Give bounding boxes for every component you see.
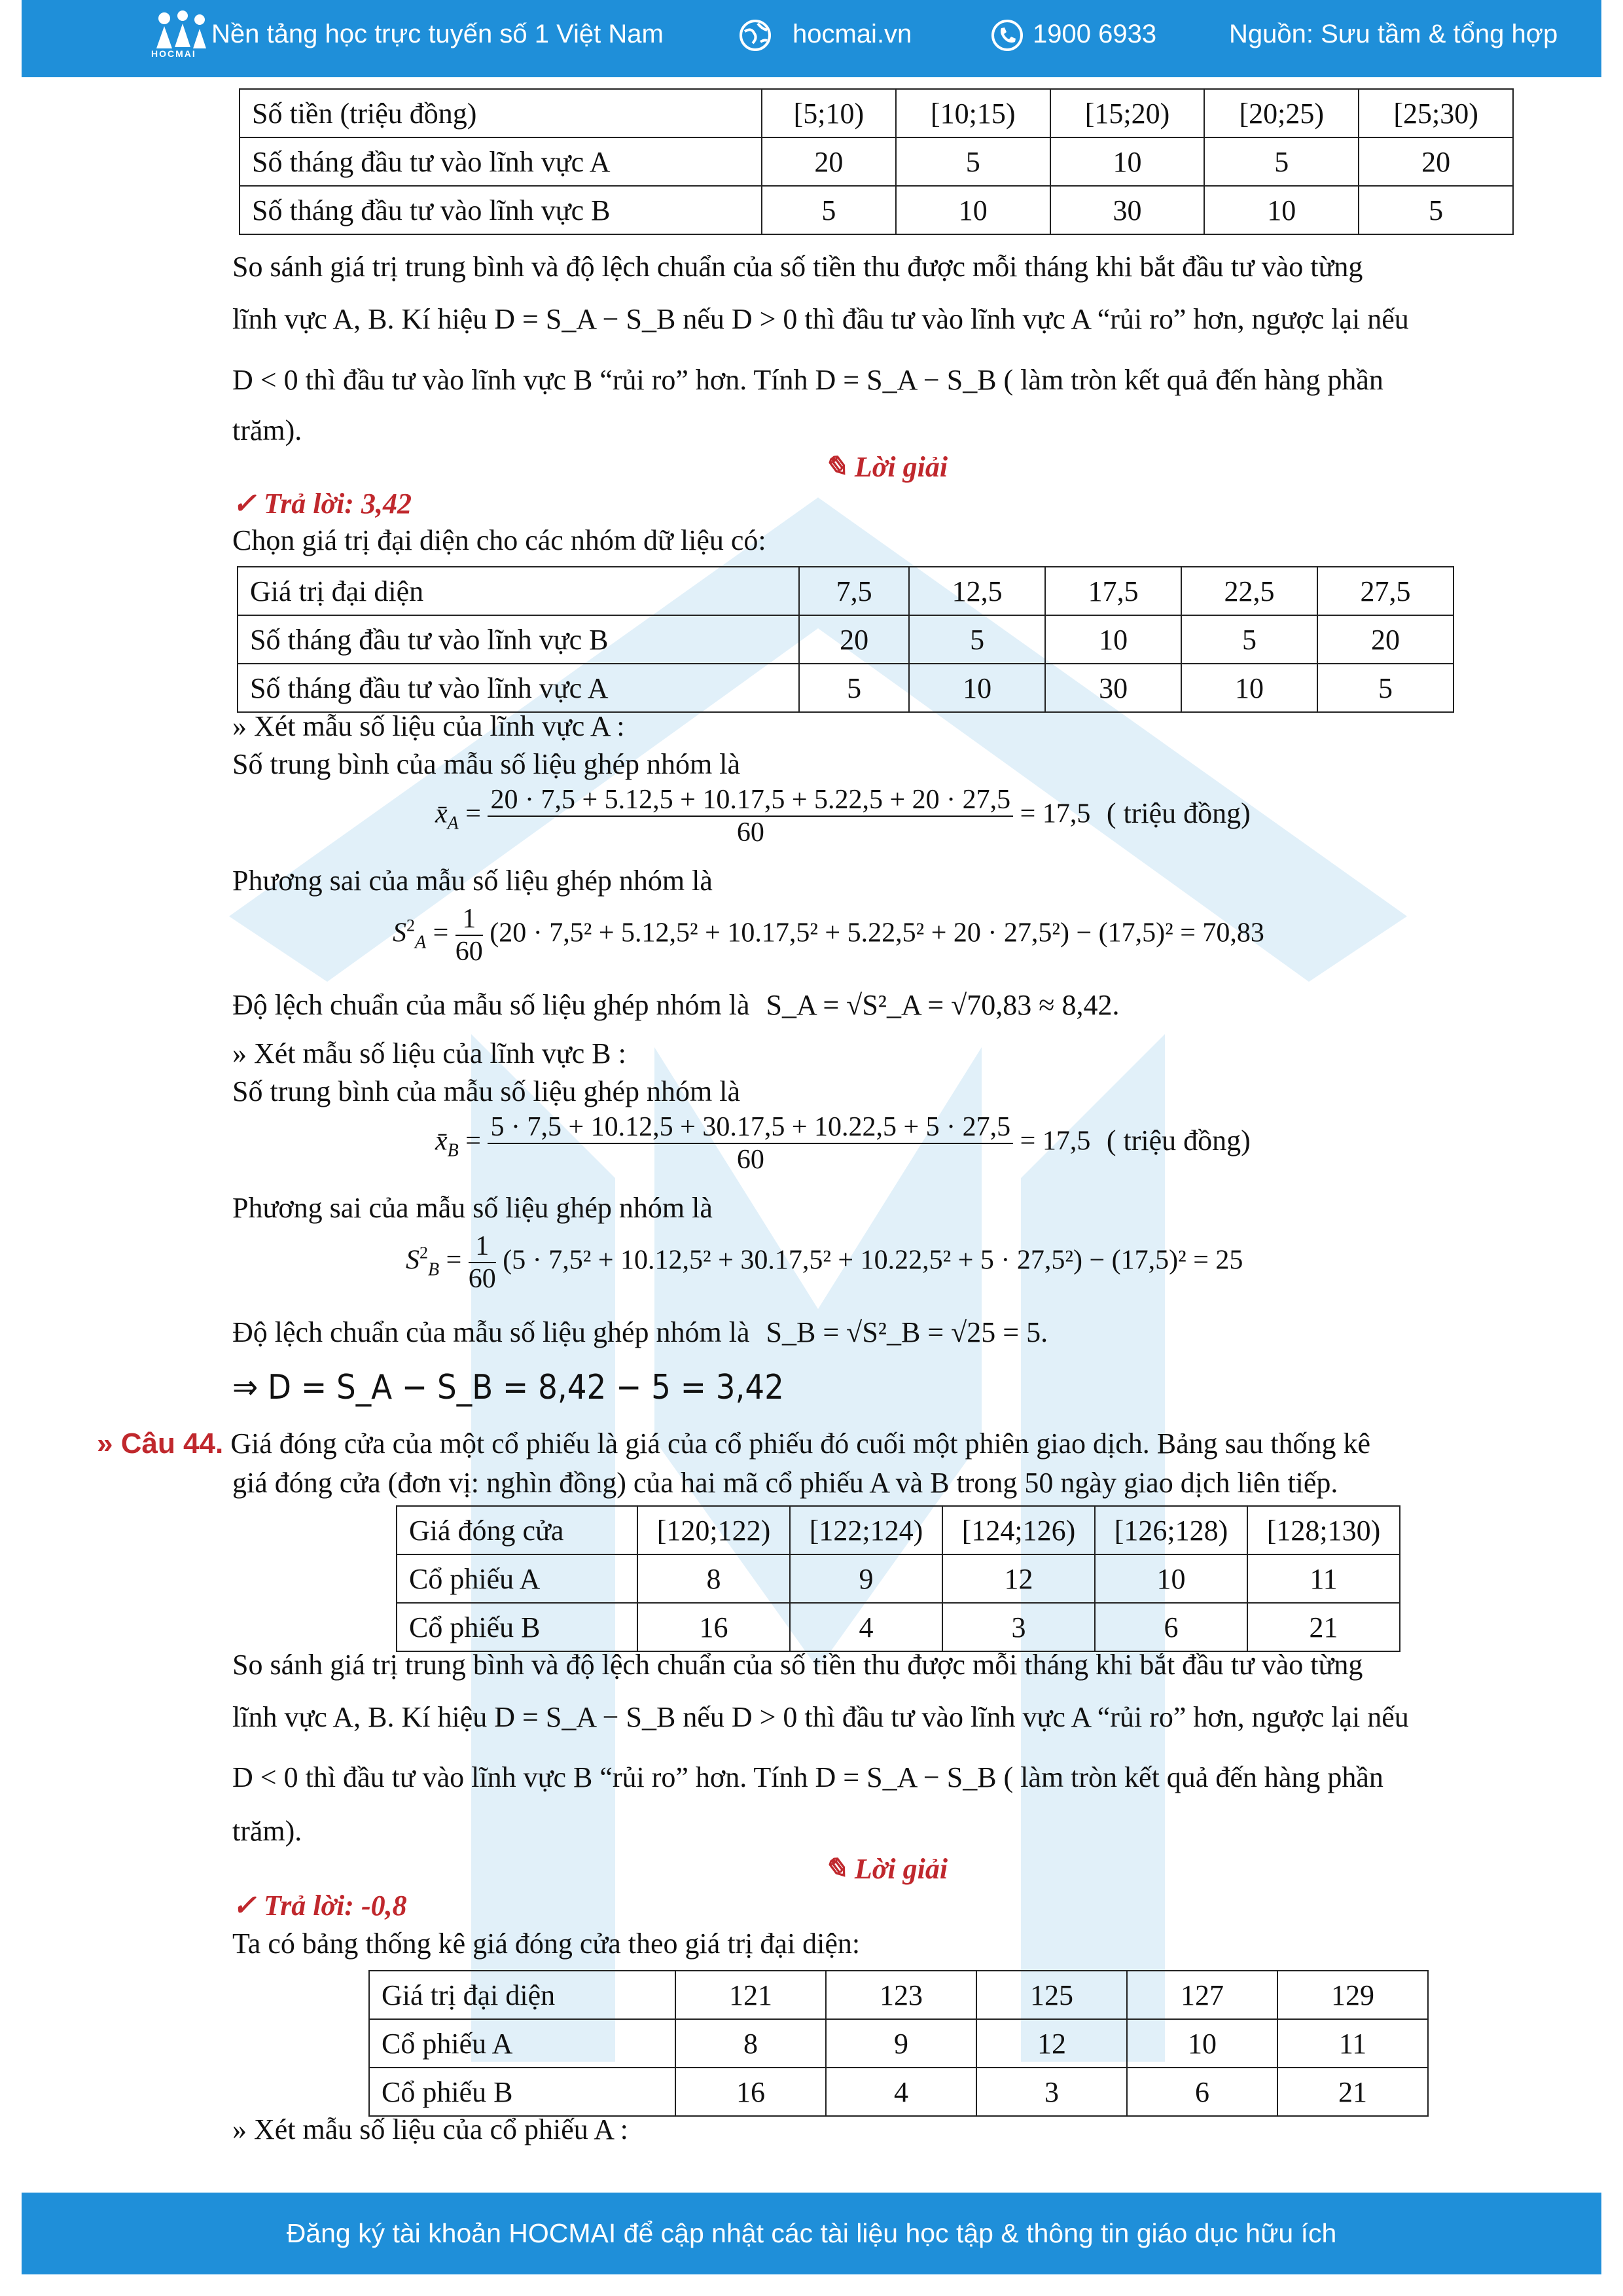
top-banner [22, 0, 1601, 77]
table-header-cell: Số tiền (triệu đồng) [240, 89, 762, 137]
table-cell: 10 [1050, 137, 1205, 186]
table-cell: 9 [790, 1554, 942, 1603]
table-cell: Số tháng đầu tư vào lĩnh vực B [238, 615, 799, 664]
section-heading: » Xét mẫu số liệu của lĩnh vực B : [232, 1037, 626, 1069]
table-cell: 10 [1204, 186, 1359, 234]
table-cell: 10 [1045, 615, 1181, 664]
table-cell: 10 [896, 186, 1050, 234]
table-header-cell: 121 [675, 1971, 826, 2019]
q43-conclusion: ⇒ D = S_A − S_B = 8,42 − 5 = 3,42 [232, 1368, 784, 1407]
table-header-cell: Giá trị đại diện [369, 1971, 675, 2019]
table-cell: 20 [762, 137, 896, 186]
phone-icon [990, 18, 1024, 52]
hocmai-logo-icon [145, 9, 217, 68]
table-cell: 5 [1317, 664, 1454, 712]
table-cell: 12 [942, 1554, 1095, 1603]
table-cell: 10 [1181, 664, 1317, 712]
table-header-cell: Giá đóng cửa [397, 1506, 637, 1554]
table-cell: 5 [896, 137, 1050, 186]
q43-representative-table [237, 566, 1454, 713]
q44-prompt-line: trăm). [232, 1815, 302, 1847]
table-cell: 4 [790, 1603, 942, 1651]
unit-label: ( triệu đồng) [1106, 797, 1251, 829]
table-cell: 5 [1359, 186, 1513, 234]
table-cell: Cổ phiếu B [369, 2068, 675, 2116]
mean-denominator: 60 [736, 817, 764, 848]
table-cell: 4 [826, 2068, 976, 2116]
q44-prompt-line: D < 0 thì đầu tư vào lĩnh vực B “rủi ro” hơn. Tính D = S_A − S_B ( làm tròn kết quả đến hàng phần [232, 1761, 1383, 1793]
table-cell: Số tháng đầu tư vào lĩnh vực B [240, 186, 762, 234]
table-cell: 10 [1095, 1554, 1247, 1603]
checkmark-icon: ✓ [232, 1890, 264, 1922]
q44-answer: ✓ Trả lời: -0,8 [232, 1890, 407, 1922]
question-label: » Câu 44. [97, 1427, 224, 1460]
bottom-banner[interactable] [22, 2193, 1601, 2274]
table-row [240, 137, 1513, 186]
table-cell: 30 [1045, 664, 1181, 712]
q44-prompt-line: So sánh giá trị trung bình và độ lệch chuẩn của số tiền thu được mỗi tháng khi bắt đầu tư vào từng [232, 1649, 1363, 1681]
q44-data-table [396, 1505, 1400, 1652]
table-cell: 10 [1127, 2019, 1277, 2068]
mean-intro: Số trung bình của mẫu số liệu ghép nhóm là [232, 748, 740, 780]
table-cell: 5 [1204, 137, 1359, 186]
table-header-cell: 129 [1277, 1971, 1428, 2019]
mean-intro: Số trung bình của mẫu số liệu ghép nhóm là [232, 1075, 740, 1107]
q43-rep-intro: Chọn giá trị đại diện cho các nhóm dữ liệu có: [232, 524, 766, 556]
table-header-cell: [20;25) [1204, 89, 1359, 137]
table-row [240, 89, 1513, 137]
table-cell: 5 [1181, 615, 1317, 664]
q43-prompt-line: trăm). [232, 414, 302, 446]
sd-b-line: Độ lệch chuẩn của mẫu số liệu ghép nhóm là S_B = √S²_B = √25 = 5. [232, 1316, 1048, 1348]
table-cell: 6 [1127, 2068, 1277, 2116]
table-header-cell: 7,5 [799, 567, 909, 615]
table-cell: Cổ phiếu A [369, 2019, 675, 2068]
mean-b-formula: $x̄_B$ = $\frac{5 \cdot 7,5 + 10.12,5 + 30.17,5 + 10.22,5 + 5 \cdot 27,5}{60}$ = 17,5 ( triệu đồng) [435, 1112, 1251, 1175]
table-header-cell: [5;10) [762, 89, 896, 137]
footer-text: Đăng ký tài khoản HOCMAI để cập nhật các tài liệu học tập & thông tin giáo dục hữu ích [286, 2218, 1337, 2248]
table-row [369, 2019, 1428, 2068]
table-header-cell: 127 [1127, 1971, 1277, 2019]
table-cell: 3 [942, 1603, 1095, 1651]
table-cell: 16 [675, 2068, 826, 2116]
table-header-cell: [25;30) [1359, 89, 1513, 137]
table-cell: 5 [909, 615, 1045, 664]
globe-icon [738, 18, 772, 52]
table-cell: 16 [637, 1603, 790, 1651]
q44-rep-intro: Ta có bảng thống kê giá đóng cửa theo giá trị đại diện: [232, 1928, 861, 1960]
mean-a-result: = 17,5 [1020, 798, 1091, 829]
q44-solution-title: ✎ Lời giải [823, 1853, 948, 1885]
table-header-cell: 22,5 [1181, 567, 1317, 615]
table-row [238, 567, 1454, 615]
table-cell: 12 [976, 2019, 1127, 2068]
q43-prompt-line: D < 0 thì đầu tư vào lĩnh vực B “rủi ro” hơn. Tính D = S_A − S_B ( làm tròn kết quả đến hàng phần [232, 364, 1383, 396]
header-tagline: Nền tảng học trực tuyến số 1 Việt Nam [211, 20, 664, 48]
table-row [397, 1506, 1400, 1554]
table-cell: Cổ phiếu B [397, 1603, 637, 1651]
var-a-formula: $S^2_A$ = $\frac{1}{60}$ (20 · 7,5² + 5.12,5² + 10.17,5² + 5.22,5² + 20 · 27,5²) − (17,5)² = 70,83 [393, 904, 1264, 967]
table-cell: Cổ phiếu A [397, 1554, 637, 1603]
q44-text-line: » Câu 44. Giá đóng cửa của một cổ phiếu là giá của cổ phiếu đó cuối một phiên giao dịch. Bảng sau thống kê [97, 1427, 1371, 1460]
table-header-cell: [15;20) [1050, 89, 1205, 137]
sd-b-expression: S_B = √S²_B = √25 = 5. [766, 1316, 1048, 1348]
header-website[interactable]: hocmai.vn [793, 20, 912, 48]
table-cell: 10 [909, 664, 1045, 712]
table-cell: 11 [1247, 1554, 1400, 1603]
table-row [238, 664, 1454, 712]
table-header-cell: Giá trị đại diện [238, 567, 799, 615]
var-b-expression: (5 · 7,5² + 10.12,5² + 30.17,5² + 10.22,5² + 5 · 27,5²) − (17,5)² = 25 [503, 1245, 1243, 1276]
table-header-cell: 27,5 [1317, 567, 1454, 615]
table-header-cell: [128;130) [1247, 1506, 1400, 1554]
sd-a-expression: S_A = √S²_A = √70,83 ≈ 8,42. [766, 989, 1120, 1021]
mean-b-numerator: 5 · 7,5 + 10.12,5 + 30.17,5 + 10.22,5 + 5 · 27,5 [488, 1111, 1013, 1144]
q43-prompt-line: So sánh giá trị trung bình và độ lệch chuẩn của số tiền thu được mỗi tháng khi bắt đầu tư vào từng [232, 251, 1363, 283]
table-row [238, 615, 1454, 664]
var-a-expression: (20 · 7,5² + 5.12,5² + 10.17,5² + 5.22,5² + 20 · 27,5²) − (17,5)² = 70,83 [490, 918, 1264, 948]
table-cell: 5 [762, 186, 896, 234]
table-cell: 30 [1050, 186, 1205, 234]
table-cell: 20 [1359, 137, 1513, 186]
table-header-cell: 123 [826, 1971, 976, 2019]
var-intro: Phương sai của mẫu số liệu ghép nhóm là [232, 865, 713, 897]
table-cell: 8 [637, 1554, 790, 1603]
table-cell: Số tháng đầu tư vào lĩnh vực A [238, 664, 799, 712]
table-cell: 21 [1277, 2068, 1428, 2116]
table-cell: 21 [1247, 1603, 1400, 1651]
table-header-cell: [10;15) [896, 89, 1050, 137]
table-header-cell: 17,5 [1045, 567, 1181, 615]
mean-a-numerator: 20 · 7,5 + 5.12,5 + 10.17,5 + 5.22,5 + 20 · 27,5 [488, 784, 1013, 817]
sd-a-line: Độ lệch chuẩn của mẫu số liệu ghép nhóm là S_A = √S²_A = √70,83 ≈ 8,42. [232, 989, 1120, 1021]
mean-a-formula: $x̄_A$ = $\frac{20 \cdot 7,5 + 5.12,5 + 10.17,5 + 5.22,5 + 20 \cdot 27,5}{60}$ = 17,5 ( triệu đồng) [435, 785, 1251, 848]
table-header-cell: [120;122) [637, 1506, 790, 1554]
table-cell: 20 [1317, 615, 1454, 664]
table-cell: 11 [1277, 2019, 1428, 2068]
table-cell: 3 [976, 2068, 1127, 2116]
q43-prompt-line: lĩnh vực A, B. Kí hiệu D = S_A − S_B nếu D > 0 thì đầu tư vào lĩnh vực A “rủi ro” hơn, ngược lại nếu [232, 303, 1409, 335]
table-header-cell: 12,5 [909, 567, 1045, 615]
var-b-formula: $S^2_B$ = $\frac{1}{60}$ (5 · 7,5² + 10.12,5² + 30.17,5² + 10.22,5² + 5 · 27,5²) − (17,5)² = 25 [406, 1231, 1243, 1294]
header-source: Nguồn: Sưu tầm & tổng hợp [1229, 20, 1558, 48]
table-header-cell: [124;126) [942, 1506, 1095, 1554]
mean-denominator: 60 [736, 1145, 764, 1175]
section-heading: » Xét mẫu số liệu của cổ phiếu A : [232, 2113, 628, 2145]
table-row [369, 1971, 1428, 2019]
pencil-icon: ✎ [823, 451, 855, 483]
q43-solution-title: ✎ Lời giải [823, 451, 948, 483]
mean-b-result: = 17,5 [1020, 1126, 1091, 1157]
table-cell: 9 [826, 2019, 976, 2068]
pencil-icon: ✎ [823, 1853, 855, 1885]
header-phone[interactable]: 1900 6933 [1033, 20, 1157, 48]
table-row [369, 2068, 1428, 2116]
unit-label: ( triệu đồng) [1106, 1124, 1251, 1157]
table-row [240, 186, 1513, 234]
table-cell: 20 [799, 615, 909, 664]
table-cell: 5 [799, 664, 909, 712]
table-cell: 8 [675, 2019, 826, 2068]
q44-text-line: giá đóng cửa (đơn vị: nghìn đồng) của hai mã cổ phiếu A và B trong 50 ngày giao dịch liên tiếp. [232, 1467, 1338, 1499]
table-row [397, 1554, 1400, 1603]
q44-prompt-line: lĩnh vực A, B. Kí hiệu D = S_A − S_B nếu D > 0 thì đầu tư vào lĩnh vực A “rủi ro” hơn, ngược lại nếu [232, 1701, 1409, 1733]
var-intro: Phương sai của mẫu số liệu ghép nhóm là [232, 1192, 713, 1224]
table-header-cell: [126;128) [1095, 1506, 1247, 1554]
q43-answer: ✓ Trả lời: 3,42 [232, 488, 412, 520]
table-row [397, 1603, 1400, 1651]
table-cell: Số tháng đầu tư vào lĩnh vực A [240, 137, 762, 186]
table-header-cell: [122;124) [790, 1506, 942, 1554]
q44-representative-table [368, 1970, 1429, 2117]
logo-text: HOCMAI [151, 48, 196, 59]
table-cell: 6 [1095, 1603, 1247, 1651]
q43-data-table [239, 88, 1514, 235]
table-header-cell: 125 [976, 1971, 1127, 2019]
section-heading: » Xét mẫu số liệu của lĩnh vực A : [232, 710, 625, 742]
checkmark-icon: ✓ [232, 488, 264, 520]
